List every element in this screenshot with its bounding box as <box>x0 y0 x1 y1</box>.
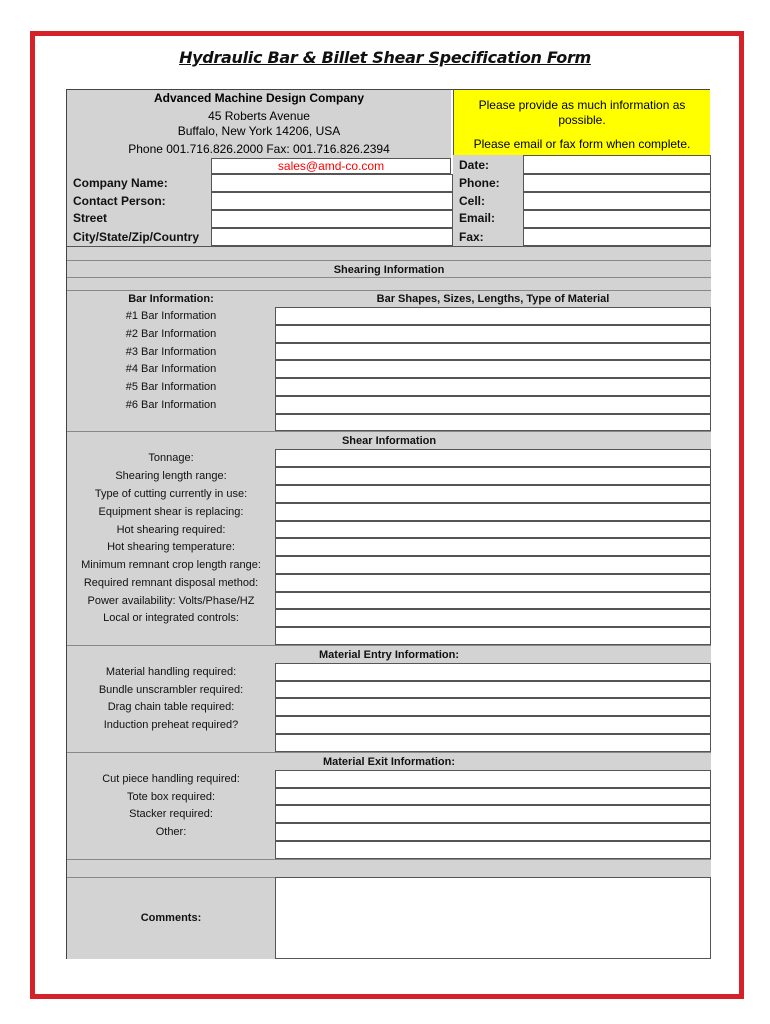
entry-blank-field[interactable] <box>275 734 711 752</box>
bar-item-1-field[interactable] <box>275 307 711 325</box>
exit-stacker-field[interactable] <box>275 805 711 823</box>
bar-item-4-field[interactable] <box>275 360 711 378</box>
bar-item-6-field[interactable] <box>275 396 711 414</box>
comments-field[interactable] <box>275 877 711 959</box>
date-label: Date: <box>459 158 490 172</box>
bar-item-4-label: #4 Bar Information <box>125 363 217 375</box>
city-state-zip-label: City/State/Zip/Country <box>73 230 200 244</box>
entry-unscrambler-field[interactable] <box>275 681 711 698</box>
bar-information-header: Bar Information: <box>67 290 275 307</box>
company-email-link[interactable]: sales@amd-co.com <box>211 158 451 174</box>
shear-cutting-type-field[interactable] <box>275 485 711 503</box>
spacer-row <box>67 278 711 290</box>
entry-handling-label: Material handling required: <box>105 666 237 678</box>
company-name: Advanced Machine Design Company <box>153 91 365 105</box>
contact-person-label: Contact Person: <box>73 194 166 208</box>
shear-power-label: Power availability: Volts/Phase/HZ <box>87 595 255 607</box>
shear-information-header: Shear Information <box>67 431 711 449</box>
shear-replacing-label: Equipment shear is replacing: <box>98 506 244 518</box>
shear-length-range-label: Shearing length range: <box>115 470 227 482</box>
shear-controls-label: Local or integrated controls: <box>103 612 239 624</box>
spacer-row <box>67 859 711 877</box>
bar-item-2-label: #2 Bar Information <box>125 328 217 340</box>
fax-field[interactable] <box>523 228 711 246</box>
shear-disposal-field[interactable] <box>275 574 711 592</box>
street-field[interactable] <box>211 210 453 228</box>
bar-item-6-label: #6 Bar Information <box>125 399 217 411</box>
entry-preheat-field[interactable] <box>275 716 711 734</box>
bar-item-2-field[interactable] <box>275 325 711 343</box>
entry-drag-chain-label: Drag chain table required: <box>107 701 235 713</box>
exit-cut-piece-label: Cut piece handling required: <box>102 773 240 785</box>
shear-tonnage-field[interactable] <box>275 449 711 467</box>
bar-item-1-label: #1 Bar Information <box>125 310 217 322</box>
shear-crop-length-label: Minimum remnant crop length range: <box>81 559 261 571</box>
exit-blank-field[interactable] <box>275 841 711 859</box>
contact-person-field[interactable] <box>211 192 453 210</box>
cell-label: Cell: <box>459 194 486 208</box>
company-phone-fax: Phone 001.716.826.2000 Fax: 001.716.826.2394 <box>128 142 390 156</box>
comments-label-cell <box>67 877 275 959</box>
bar-item-5-label: #5 Bar Information <box>125 381 217 393</box>
specification-form <box>66 89 710 959</box>
shear-replacing-field[interactable] <box>275 503 711 521</box>
form-title: Hydraulic Bar & Billet Shear Specification Form <box>179 48 591 67</box>
company-address-city: Buffalo, New York 14206, USA <box>177 124 341 138</box>
email-label: Email: <box>459 211 496 225</box>
notice-box <box>453 90 710 155</box>
shear-power-field[interactable] <box>275 592 711 609</box>
shear-hot-required-field[interactable] <box>275 521 711 538</box>
notice-text-1: Please provide as much information as possible. <box>478 98 686 127</box>
date-field[interactable] <box>523 155 711 174</box>
cell-field[interactable] <box>523 192 711 210</box>
bar-item-3-field[interactable] <box>275 343 711 360</box>
spacer-row <box>67 246 711 260</box>
shear-tonnage-label: Tonnage: <box>148 452 194 464</box>
entry-unscrambler-label: Bundle unscrambler required: <box>98 684 244 696</box>
shear-length-range-field[interactable] <box>275 467 711 485</box>
exit-tote-box-field[interactable] <box>275 788 711 805</box>
phone-field[interactable] <box>523 174 711 192</box>
entry-handling-field[interactable] <box>275 663 711 681</box>
shear-disposal-label: Required remnant disposal method: <box>83 577 259 589</box>
exit-tote-box-label: Tote box required: <box>126 791 216 803</box>
shearing-information-header: Shearing Information <box>67 260 711 278</box>
fax-label: Fax: <box>459 230 484 244</box>
shear-controls-field[interactable] <box>275 609 711 627</box>
bar-item-5-field[interactable] <box>275 378 711 396</box>
material-entry-header: Material Entry Information: <box>67 645 711 663</box>
shear-hot-temperature-field[interactable] <box>275 538 711 556</box>
shear-hot-temperature-label: Hot shearing temperature: <box>107 541 235 553</box>
bar-item-blank-field[interactable] <box>275 414 711 431</box>
bar-item-3-label: #3 Bar Information <box>125 346 217 358</box>
city-state-zip-field[interactable] <box>211 228 453 246</box>
email-field[interactable] <box>523 210 711 228</box>
street-label: Street <box>73 211 108 225</box>
material-exit-header: Material Exit Information: <box>67 752 711 770</box>
exit-other-field[interactable] <box>275 823 711 841</box>
shear-hot-required-label: Hot shearing required: <box>116 524 226 536</box>
shear-crop-length-field[interactable] <box>275 556 711 574</box>
company-address-street: 45 Roberts Avenue <box>208 109 310 123</box>
phone-label: Phone: <box>459 176 500 190</box>
company-name-label: Company Name: <box>73 176 168 190</box>
entry-preheat-label: Induction preheat required? <box>103 719 239 731</box>
notice-text-2: Please email or fax form when complete. <box>473 137 691 151</box>
exit-other-label: Other: <box>155 826 187 838</box>
exit-stacker-label: Stacker required: <box>129 808 213 820</box>
shear-blank-field[interactable] <box>275 627 711 645</box>
shear-cutting-type-label: Type of cutting currently in use: <box>94 488 248 500</box>
entry-drag-chain-field[interactable] <box>275 698 711 716</box>
exit-cut-piece-field[interactable] <box>275 770 711 788</box>
company-name-field[interactable] <box>211 174 453 192</box>
bar-shapes-header: Bar Shapes, Sizes, Lengths, Type of Material <box>275 290 711 307</box>
comments-label: Comments: <box>140 912 202 924</box>
